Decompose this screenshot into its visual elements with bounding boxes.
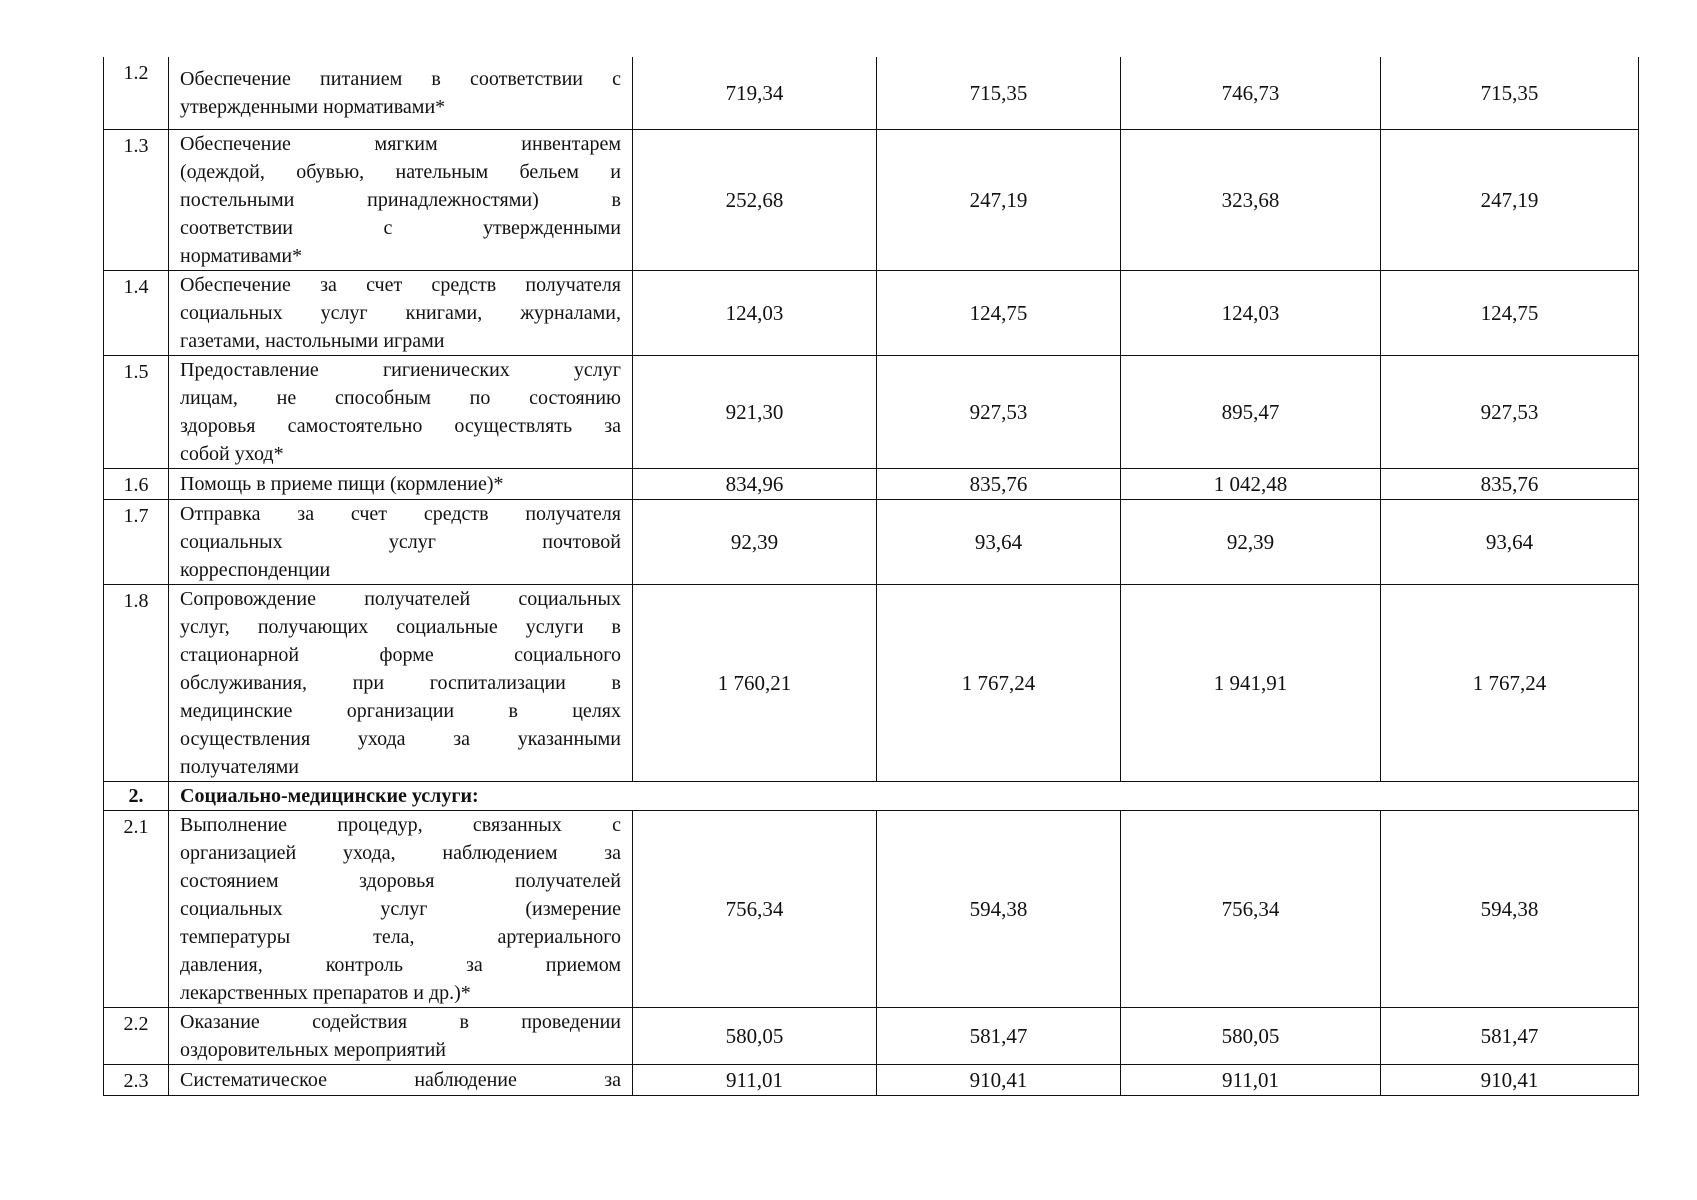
description-line: получателями <box>180 755 299 778</box>
description-line: стационарной форме социального <box>180 643 621 666</box>
description-line: собой уход* <box>180 442 284 465</box>
description-line: давления, контроль за приемом <box>180 953 621 976</box>
tariff-value-col-2: 927,53 <box>877 355 1121 468</box>
description-line: соответствии с утвержденными <box>180 216 621 239</box>
tariff-value-col-3: 92,39 <box>1121 499 1381 584</box>
table-row <box>104 1007 1639 1064</box>
section-title: Социально-медицинские услуги: <box>169 781 1639 810</box>
tariff-value-col-2: 247,19 <box>877 129 1121 270</box>
description-line: Сопровождение получателей социальных <box>180 587 621 610</box>
table-row <box>104 499 1639 584</box>
description-line: Обеспечение за счет средств получателя <box>180 273 621 296</box>
tariff-value-col-1: 580,05 <box>633 1007 877 1064</box>
row-number: 2.3 <box>104 1064 169 1095</box>
tariff-value-col-2: 715,35 <box>877 57 1121 129</box>
tariff-value-col-3: 1 042,48 <box>1121 468 1381 499</box>
tariff-value-col-1: 834,96 <box>633 468 877 499</box>
tariff-value-col-4: 910,41 <box>1381 1064 1639 1095</box>
tariff-value-col-4: 594,38 <box>1381 810 1639 1007</box>
service-description <box>169 355 633 468</box>
description-line: Обеспечение питанием в соответствии с <box>180 67 621 90</box>
description-line: обслуживания, при госпитализации в <box>180 671 621 694</box>
table-row <box>104 355 1639 468</box>
table-row <box>104 810 1639 1007</box>
description-line: здоровья самостоятельно осуществлять за <box>180 414 621 437</box>
section-number: 2. <box>104 781 169 810</box>
tariff-value-col-2: 835,76 <box>877 468 1121 499</box>
description-line: Выполнение процедур, связанных с <box>180 813 621 836</box>
table-row <box>104 1064 1639 1095</box>
description-line: Помощь в приеме пищи (кормление)* <box>180 472 504 495</box>
row-number: 2.1 <box>104 810 169 1007</box>
service-description <box>169 499 633 584</box>
tariff-table <box>103 57 1639 1096</box>
tariff-value-col-3: 746,73 <box>1121 57 1381 129</box>
tariff-value-col-3: 756,34 <box>1121 810 1381 1007</box>
description-line: лицам, не способным по состоянию <box>180 386 621 409</box>
tariff-value-col-1: 756,34 <box>633 810 877 1007</box>
service-description <box>169 810 633 1007</box>
tariff-value-col-3: 911,01 <box>1121 1064 1381 1095</box>
tariff-value-col-2: 124,75 <box>877 270 1121 355</box>
tariff-value-col-4: 927,53 <box>1381 355 1639 468</box>
description-line: газетами, настольными играми <box>180 329 445 352</box>
tariff-value-col-3: 895,47 <box>1121 355 1381 468</box>
description-line: лекарственных препаратов и др.)* <box>180 981 471 1004</box>
row-number: 1.3 <box>104 129 169 270</box>
row-number: 2.2 <box>104 1007 169 1064</box>
description-line: социальных услуг книгами, журналами, <box>180 301 621 324</box>
description-line: социальных услуг почтовой <box>180 530 621 553</box>
tariff-value-col-4: 247,19 <box>1381 129 1639 270</box>
tariff-value-col-1: 252,68 <box>633 129 877 270</box>
tariff-value-col-4: 835,76 <box>1381 468 1639 499</box>
tariff-value-col-3: 1 941,91 <box>1121 584 1381 781</box>
service-description <box>169 1064 633 1095</box>
description-line: нормативами* <box>180 244 303 267</box>
table-row <box>104 57 1639 129</box>
row-number: 1.5 <box>104 355 169 468</box>
service-description <box>169 1007 633 1064</box>
tariff-value-col-1: 921,30 <box>633 355 877 468</box>
tariff-value-col-4: 581,47 <box>1381 1007 1639 1064</box>
description-line: утвержденными нормативами* <box>180 95 446 118</box>
description-line: Отправка за счет средств получателя <box>180 502 621 525</box>
row-number: 1.8 <box>104 584 169 781</box>
description-line: социальных услуг (измерение <box>180 897 621 920</box>
tariff-value-col-1: 92,39 <box>633 499 877 584</box>
row-number: 1.4 <box>104 270 169 355</box>
tariff-value-col-3: 323,68 <box>1121 129 1381 270</box>
tariff-value-col-2: 1 767,24 <box>877 584 1121 781</box>
description-line: Оказание содействия в проведении <box>180 1010 621 1033</box>
tariff-value-col-3: 124,03 <box>1121 270 1381 355</box>
description-line: Обеспечение мягким инвентарем <box>180 132 621 155</box>
table-row <box>104 584 1639 781</box>
service-description <box>169 468 633 499</box>
description-line: медицинские организации в целях <box>180 699 621 722</box>
tariff-value-col-2: 910,41 <box>877 1064 1121 1095</box>
row-number: 1.2 <box>104 57 169 129</box>
tariff-value-col-2: 581,47 <box>877 1007 1121 1064</box>
service-description <box>169 270 633 355</box>
description-line: Систематическое наблюдение за <box>180 1068 621 1091</box>
description-line: Предоставление гигиенических услуг <box>180 358 621 381</box>
service-description <box>169 129 633 270</box>
tariff-value-col-4: 1 767,24 <box>1381 584 1639 781</box>
tariff-value-col-2: 594,38 <box>877 810 1121 1007</box>
description-line: организацией ухода, наблюдением за <box>180 841 621 864</box>
service-description <box>169 57 633 129</box>
description-line: постельными принадлежностями) в <box>180 188 621 211</box>
description-line: осуществления ухода за указанными <box>180 727 621 750</box>
description-line: (одеждой, обувью, нательным бельем и <box>180 160 621 183</box>
table-row <box>104 468 1639 499</box>
section-row <box>104 781 1639 810</box>
tariff-value-col-4: 124,75 <box>1381 270 1639 355</box>
table-row <box>104 129 1639 270</box>
service-description <box>169 584 633 781</box>
description-line: услуг, получающих социальные услуги в <box>180 615 621 638</box>
description-line: корреспонденции <box>180 558 331 581</box>
table-row <box>104 270 1639 355</box>
description-line: оздоровительных мероприятий <box>180 1038 447 1061</box>
tariff-value-col-1: 1 760,21 <box>633 584 877 781</box>
row-number: 1.7 <box>104 499 169 584</box>
tariff-value-col-4: 93,64 <box>1381 499 1639 584</box>
tariff-value-col-3: 580,05 <box>1121 1007 1381 1064</box>
row-number: 1.6 <box>104 468 169 499</box>
tariff-value-col-2: 93,64 <box>877 499 1121 584</box>
tariff-value-col-1: 124,03 <box>633 270 877 355</box>
tariff-value-col-4: 715,35 <box>1381 57 1639 129</box>
description-line: температуры тела, артериального <box>180 925 621 948</box>
tariff-value-col-1: 719,34 <box>633 57 877 129</box>
description-line: состоянием здоровья получателей <box>180 869 621 892</box>
tariff-table-wrapper <box>103 57 1638 1096</box>
tariff-table-body <box>104 57 1639 1095</box>
tariff-value-col-1: 911,01 <box>633 1064 877 1095</box>
